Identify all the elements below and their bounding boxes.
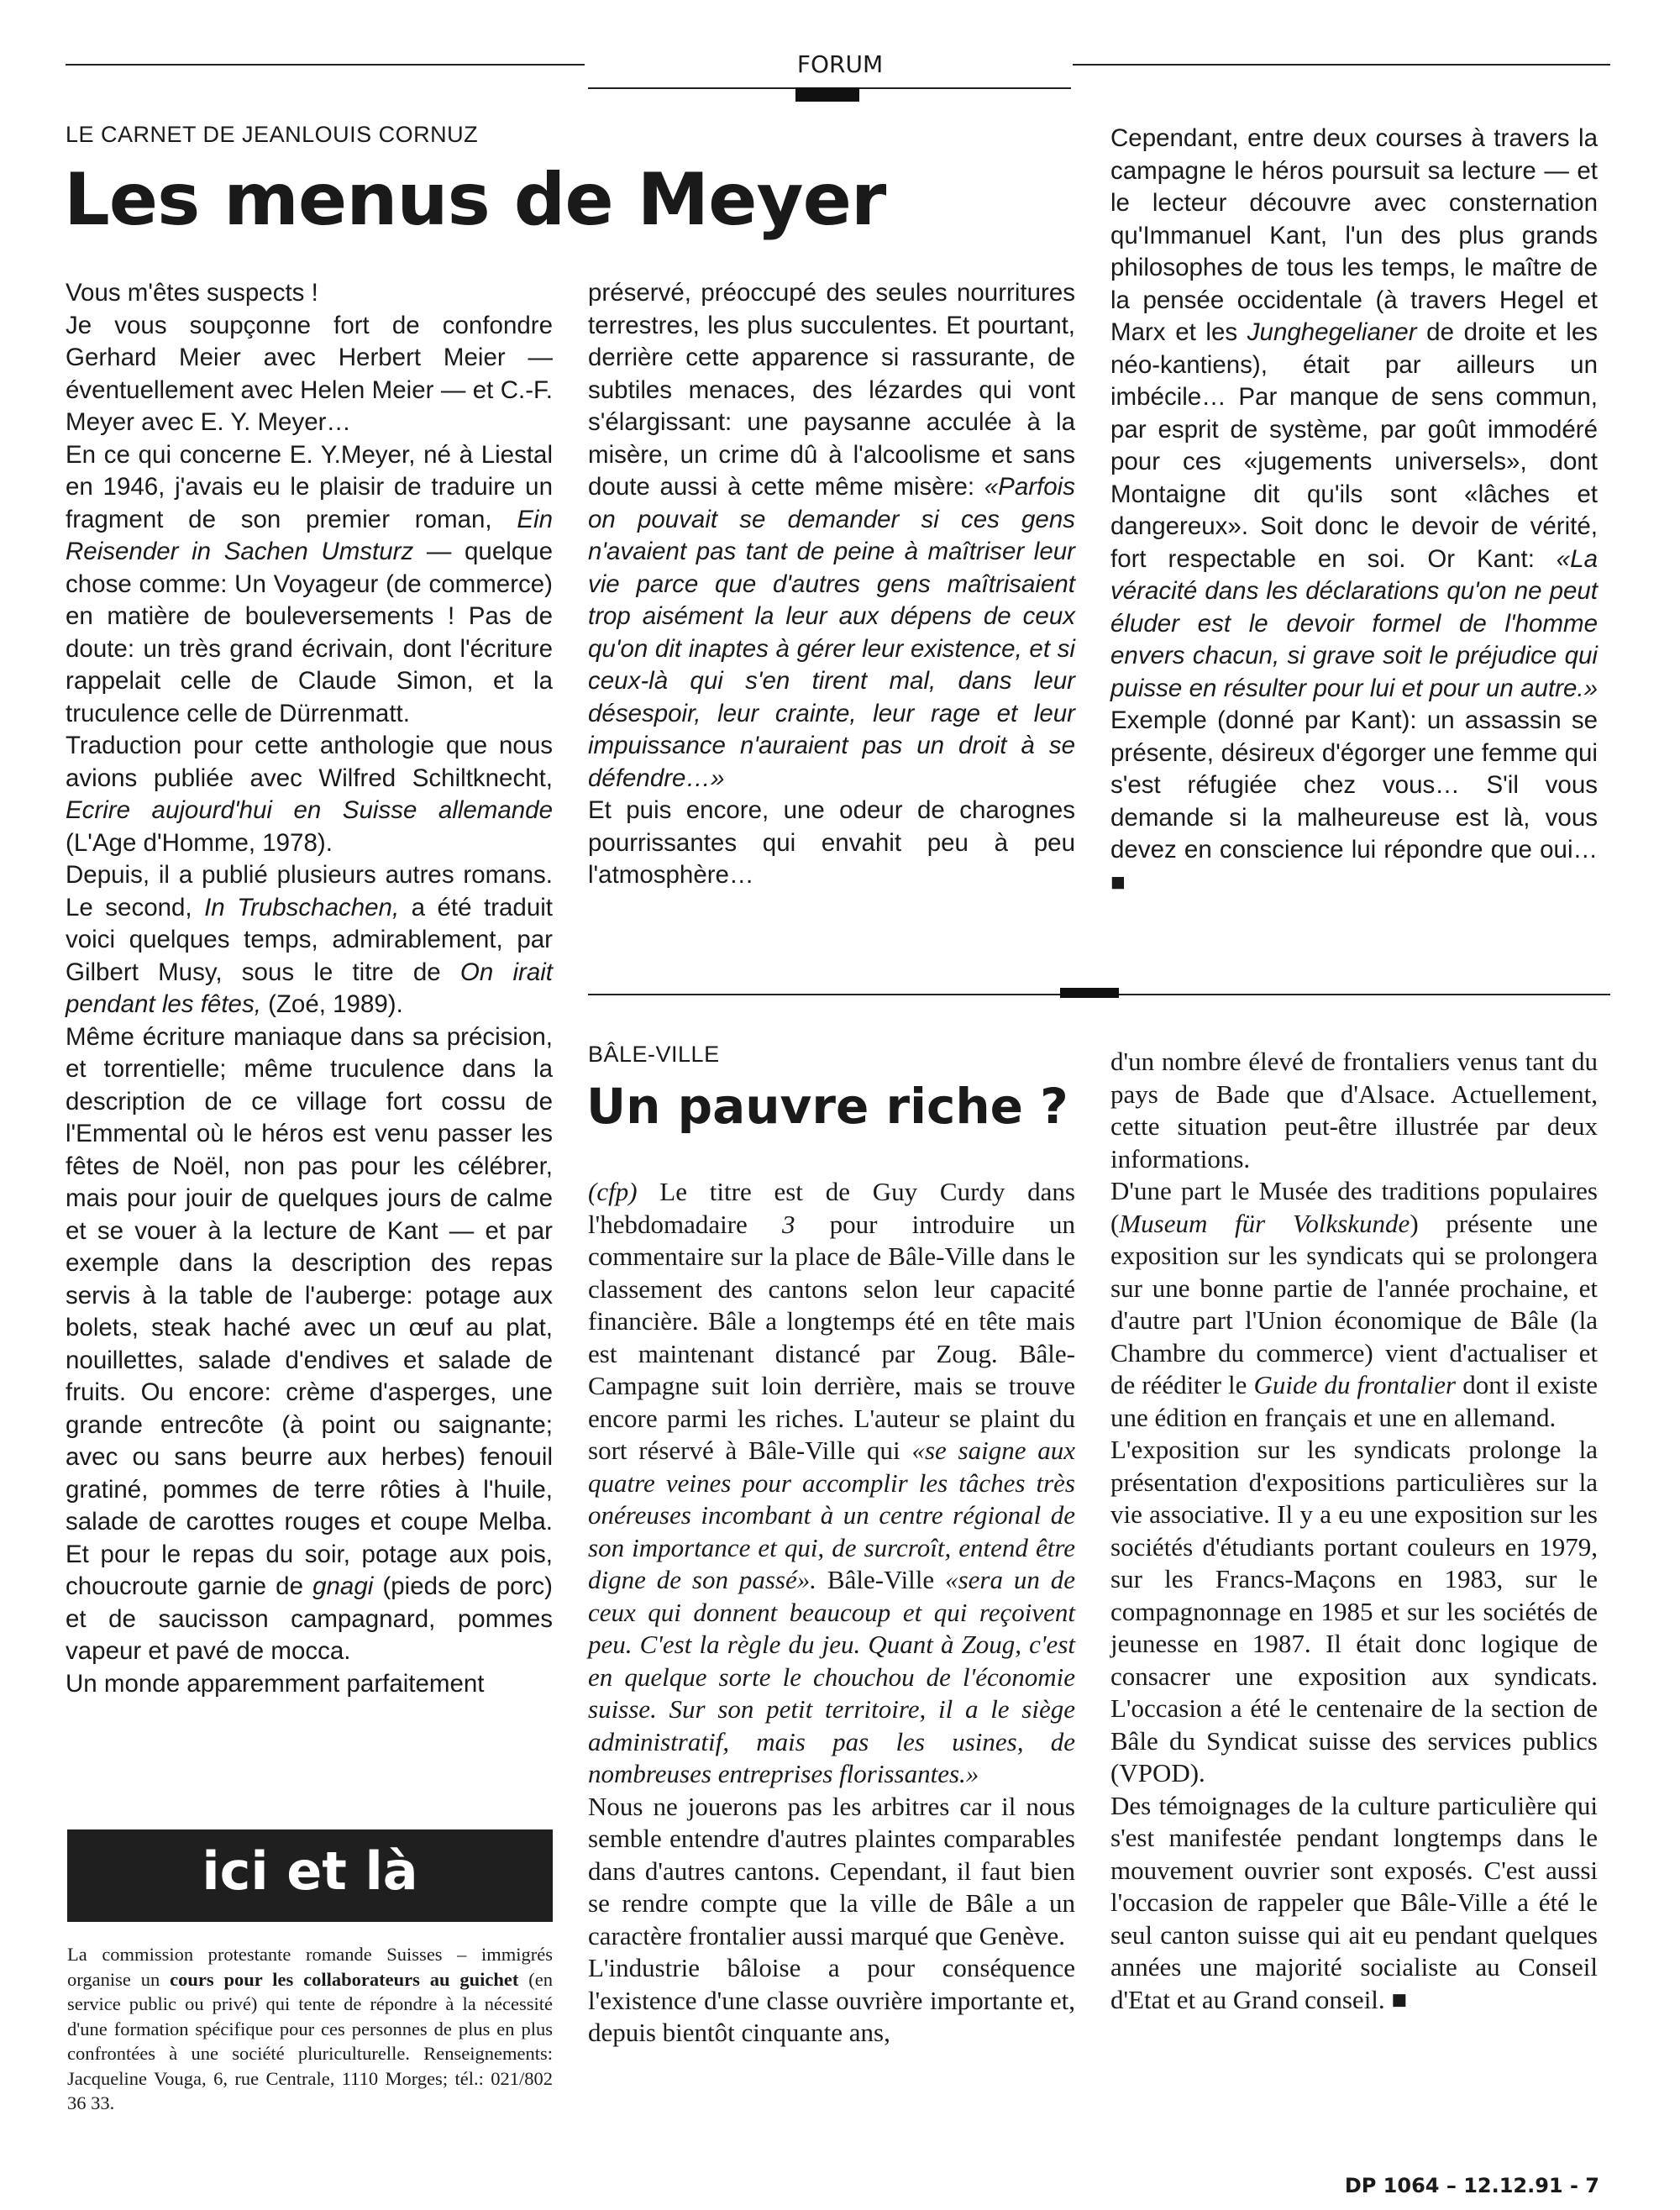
article1-column-1 <box>66 277 553 1700</box>
paragraph: d'un nombre élevé de frontaliers venus tant du pays de Bade que d'Alsace. Actuellement, cette situation peut-être illustrée par deux informations. <box>1110 1047 1598 1173</box>
article1-column-3 <box>1110 123 1598 899</box>
header-center-mark <box>795 87 859 102</box>
paragraph: (cfp) Le titre est de Guy Curdy dans l'hebdomadaire 3 pour introduire un commentaire sur la place de Bâle-Ville dans le classement des cantons selon leur capacité financière. Bâle a longtemps été en tête mais est maintenant distancé par Zoug. Bâle-Campagne suit loin derrière, mais se trouve encore parmi les riches. L'auteur se plaint du sort réservé à Bâle-Ville qui «se saigne aux quatre veines pour accomplir les tâches très onéreuses incombant à un centre régional de son importance et qui, de surcroît, entend être digne de son passé». Bâle-Ville «sera un de ceux qui donnent beaucoup et qui reçoivent peu. C'est la règle du jeu. Quant à Zoug, c'est en quelque sorte le chouchou de l'économie suisse. Sur son petit territoire, il a le siège administratif, mais pas les usines, de nombreuses entreprises florissantes.» <box>588 1177 1075 1788</box>
paragraph: L'exposition sur les syndicats prolonge la présentation d'expositions particulières sur la vie associative. Il y a eu une exposition sur les sociétés d'étudiants portant couleurs en 1979, sur les Francs-Maçons en 1983, sur le compagnonnage en 1985 et sur les sociétés de jeunesse en 1987. Il était donc logique de consacrer une exposition aux syndicats. L'occasion a été le centenaire de la section de Bâle du Syndicat suisse des services publics (VPOD). <box>1110 1435 1598 1787</box>
paragraph: D'une part le Musée des traditions populaires (Museum für Volkskunde) présente une exposition sur les syndicats qui se prolongera sur une bonne partie de l'année prochaine, et d'autre part l'Union économique de Bâle (la Chambre du commerce) vient d'actualiser et de rééditer le Guide du frontalier dont il existe une édition en français et une en allemand. <box>1110 1176 1598 1432</box>
paragraph: Un monde apparemment parfaitement <box>66 1669 485 1698</box>
box-text: La commission protestante romande Suisses – immigrés organise un cours pour les collaborateurs au guichet (en service public ou privé) qui tente de répondre à la nécessité d'une formation spécifique pour ces personnes de plus en plus confrontées à une société pluriculturelle. Renseignements: Jacqueline Vouga, 6, rue Centrale, 1110 Morges; tél.: 021/802 36 33. <box>67 1944 554 2113</box>
paragraph: Vous m'êtes suspects ! <box>66 279 318 307</box>
header-rule-left <box>66 64 585 66</box>
paragraph: préservé, préoccupé des seules nourritures terrestres, les plus succulentes. Et pourtant, derrière cette apparence si rassurante, de subtiles menaces, des lézardes qui vont s'élargissant: une paysanne acculée à la misère, un crime dû à l'alcoolisme et sans doute aussi à cette même misère: «Parfois on pouvait se demander si ces gens n'avaient pas tant de peine à maîtriser leur vie parce que d'autres gens maîtrisaient trop aisément la leur aux dépens de ceux qu'on dit inaptes à gérer leur existence, et si ceux-là qui s'en tirent mal, dans leur désespoir, leur crainte, leur rage et leur impuissance n'auraient pas un droit à se défendre…» <box>588 279 1075 792</box>
article2-title: Un pauvre riche ? <box>586 1078 1068 1135</box>
article1-title: Les menus de Meyer <box>64 158 886 242</box>
paragraph: Je vous soupçonne fort de confondre Gerhard Meier avec Herbert Meier — éventuellement avec Helen Meier — et C.-F. Meyer avec E. Y. Meyer… <box>66 311 553 436</box>
paragraph: Des témoignages de la culture particulière qui s'est manifestée pendant longtemps dans le mouvement ouvrier sont exposés. C'est aussi l'occasion de rappeler que Bâle-Ville a été le seul canton suisse qui ait eu pendant quelques années une majorité socialiste au Conseil d'Etat et au Grand conseil. ■ <box>1110 1790 1598 2014</box>
paragraph: L'industrie bâloise a pour conséquence l'existence d'une classe ouvrière importante et, depuis bientôt cinquante ans, <box>588 1953 1075 2047</box>
header-rule-right <box>1073 64 1610 66</box>
article-divider-mark <box>1060 988 1119 998</box>
end-mark: ■ <box>1110 868 1126 896</box>
paragraph: Depuis, il a publié plusieurs autres romans. Le second, In Trubschachen, a été traduit voici quelques temps, admirablement, par Gilbert Musy, sous le titre de On irait pendant les fêtes, (Zoé, 1989). <box>66 861 554 1018</box>
end-mark: ■ <box>1391 1984 1408 2014</box>
article1-kicker: LE CARNET DE JEANLOUIS CORNUZ <box>66 122 479 147</box>
paragraph: Même écriture maniaque dans sa précision, et torrentielle; même truculence dans la description de ce village fort cossu de l'Emmental où le héros est venu passer les fêtes de Noël, non pas pour les célébrer, mais pour jouir de quelques jours de calme et se vouer à la lecture de Kant — et par exemple dans la description des repas servis à la table de l'auberge: potage aux bolets, steak haché avec un œuf au plat, nouillettes, salade d'endives et salade de fruits. Ou encore: crème d'asperges, une grande entrecôte (à point ou saignante; avec ou sans beurre aux herbes) fenouil gratiné, pommes de terre rôties à l'huile, salade de carottes rouges et coupe Melba. Et pour le repas du soir, potage aux pois, choucroute garnie de gnagi (pieds de porc) et de saucisson campagnard, pommes vapeur et pavé de mocca. <box>66 1022 553 1665</box>
paragraph: Traduction pour cette anthologie que nous avions publiée avec Wilfred Schiltknecht, Ecrire aujourd'hui en Suisse allemande (L'Age d'Homme, 1978). <box>66 732 553 857</box>
article2-column-1 <box>588 1176 1075 2050</box>
article2-column-2 <box>1110 1046 1598 2016</box>
paragraph: En ce qui concerne E. Y.Meyer, né à Liestal en 1946, j'avais eu le plaisir de traduire un fragment de son premier roman, Ein Reisender in Sachen Umsturz — quelque chose comme: Un Voyageur (de commerce) en matière de bouleversements ! Pas de doute: un très grand écrivain, dont l'écriture rappelait celle de Claude Simon, et la truculence celle de Dürrenmatt. <box>66 440 553 727</box>
article2-kicker: BÂLE-VILLE <box>588 1042 720 1067</box>
paragraph: Et puis encore, une odeur de charognes pourrissantes qui envahit peu à peu l'atmosphère… <box>588 796 1075 889</box>
paragraph: Nous ne jouerons pas les arbitres car il nous semble entendre d'autres plaintes comparables dans d'autres cantons. Cependant, il faut bien se rendre compte que la ville de Bâle a un caractère frontalier aussi marqué que Genève. <box>588 1791 1075 1950</box>
paragraph: Cependant, entre deux courses à travers la campagne le héros poursuit sa lecture — et le lecteur découvre avec consternation qu'Immanuel Kant, l'un des plus grands philosophes de tous les temps, le maître de la pensée occidentale (à travers Hegel et Marx et les Junghegelianer de droite et les néo-kantiens), était par ailleurs un imbécile… Par manque de sens commun, par esprit de système, par goût immodéré pour ces «jugements universels», dont Montaigne dit qu'ils sont «lâches et dangereux». Soit donc le devoir de vérité, fort respectable en soi. Or Kant: «La véracité dans les déclarations qu'on ne peut éluder est le devoir formel de l'homme envers chacun, si grave soit le préjudice qui puisse en résulter pour lui et pour un autre.» Exemple (donné par Kant): un assassin se présente, désireux d'égorger une femme qui s'est réfugiée chez vous… S'il vous demande si la malheureuse est là, vous devez en conscience lui répondre que oui… ■ <box>1110 124 1598 896</box>
page-footer: DP 1064 – 12.12.91 - 7 <box>1344 2174 1599 2197</box>
section-label: FORUM <box>796 50 884 78</box>
article1-column-2 <box>588 277 1075 892</box>
box-title: ici et là <box>67 1829 553 1922</box>
